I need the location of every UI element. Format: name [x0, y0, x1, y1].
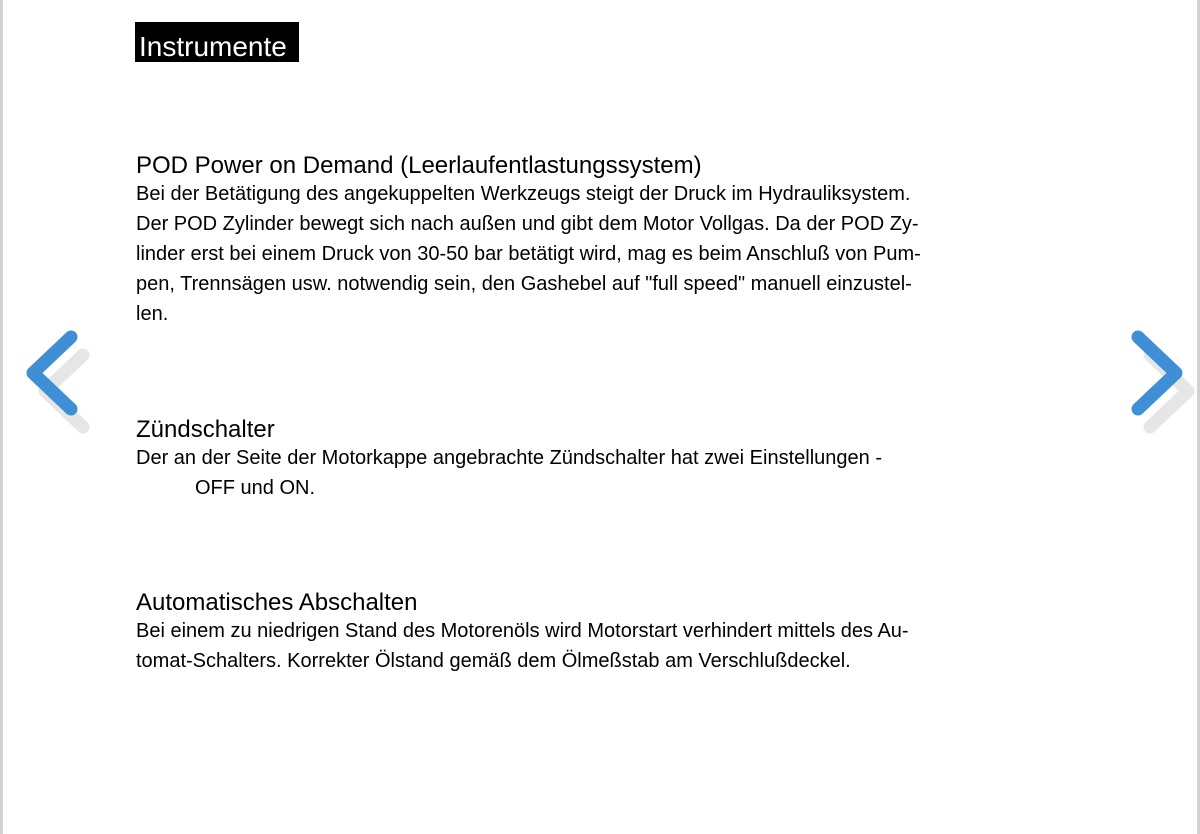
chevron-left-icon	[19, 325, 95, 435]
section-text-line: pen, Trennsägen usw. notwendig sein, den Gashebel auf "full speed" manuell einzustel-	[136, 273, 912, 295]
section-text-line: Bei der Betätigung des angekuppelten Werkzeugs steigt der Druck im Hydrauliksystem.	[136, 183, 911, 205]
section-text-line: OFF und ON.	[195, 477, 316, 499]
section-text-line: len.	[136, 303, 169, 325]
chevron-right-icon	[1120, 325, 1196, 435]
previous-page-button[interactable]	[19, 325, 95, 435]
page-title: Instrumente	[135, 22, 299, 62]
section-heading: Zündschalter	[136, 416, 275, 443]
section-text-line: linder erst bei einem Druck von 30-50 bar betätigt wird, mag es beim Anschluß von Pum-	[136, 243, 921, 265]
section-text-line: Der an der Seite der Motorkappe angebrachte Zündschalter hat zwei Einstellungen -	[136, 447, 882, 469]
section-zuendschalter	[136, 417, 1036, 503]
section-text-line: Der POD Zylinder bewegt sich nach außen und gibt dem Motor Vollgas. Da der POD Zy-	[136, 213, 919, 235]
section-heading: POD Power on Demand (Leerlaufentlastungssystem)	[136, 152, 702, 179]
section-pod	[136, 153, 1036, 329]
section-text-line: Bei einem zu niedrigen Stand des Motorenöls wird Motorstart verhindert mittels des Au-	[136, 620, 909, 642]
section-heading: Automatisches Abschalten	[136, 589, 418, 616]
next-page-button[interactable]	[1120, 325, 1196, 435]
section-text-line: tomat-Schalters. Korrekter Ölstand gemäß dem Ölmeßstab am Verschlußdeckel.	[136, 650, 851, 672]
section-automatisches-abschalten	[136, 590, 1036, 676]
